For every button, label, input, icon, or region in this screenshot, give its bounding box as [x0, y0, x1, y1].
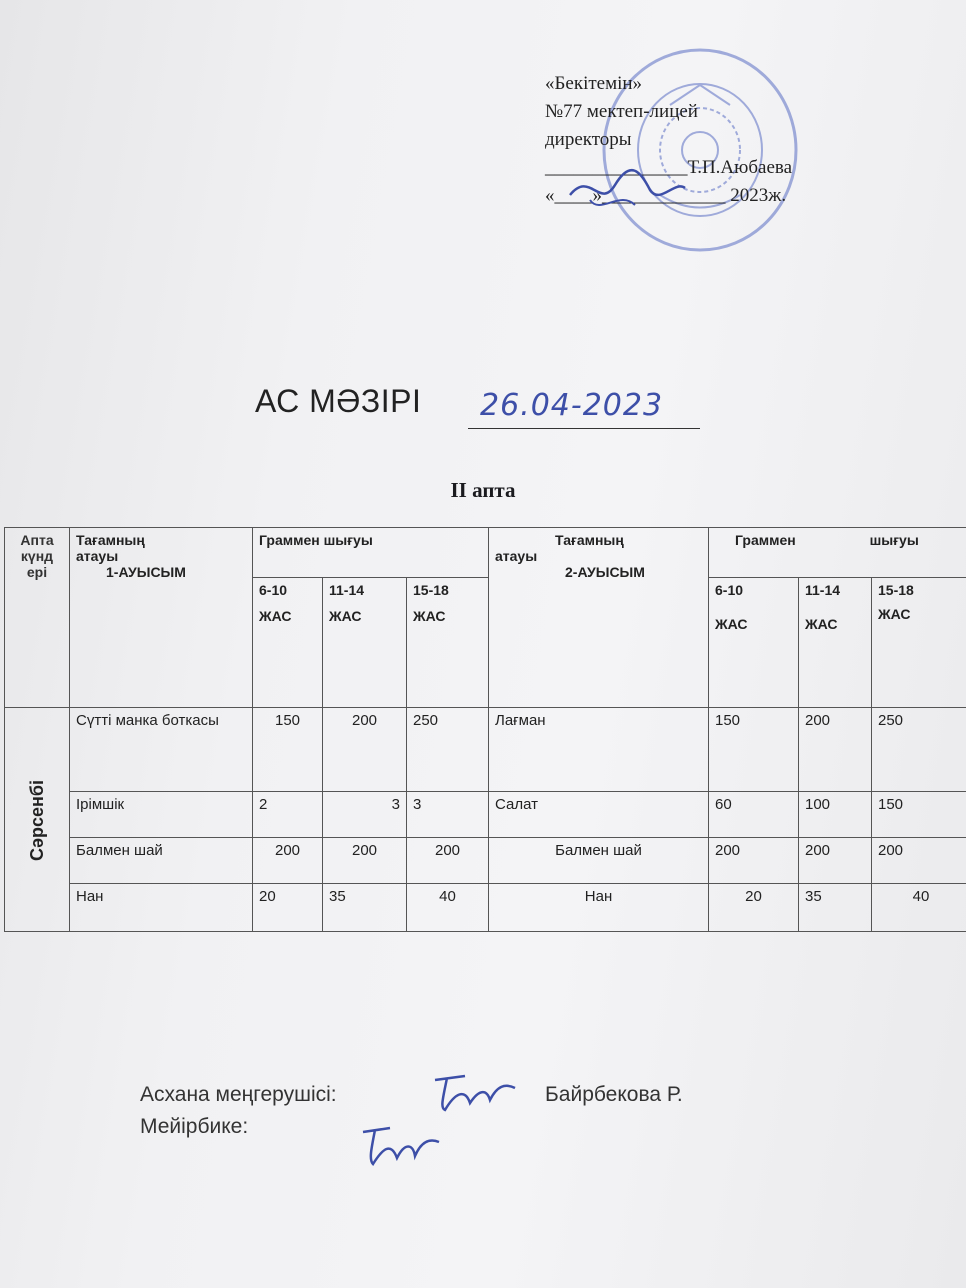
- value-cell: 35: [323, 884, 407, 932]
- value-cell: 150: [253, 708, 323, 792]
- value-cell: 200: [799, 838, 872, 884]
- approval-line-1: «Бекітемін»: [545, 73, 643, 94]
- table-row: [5, 792, 966, 838]
- page-title: АС МӘЗІРІ: [255, 383, 422, 419]
- handwritten-date: 26.04-2023: [480, 388, 664, 423]
- header-age-6-10-s2: 6-10 ЖАС: [709, 578, 799, 708]
- value-cell: 2: [253, 792, 323, 838]
- value-cell: 150: [709, 708, 799, 792]
- dish-cell: Балмен шай: [489, 838, 709, 884]
- dish-cell: Нан: [489, 884, 709, 932]
- header-age-11-14-s1: 11-14 ЖАС: [323, 578, 407, 708]
- manager-signature-icon: [425, 1068, 525, 1118]
- dish-cell: Нан: [70, 884, 253, 932]
- header-dish-shift2: Тағамның атауы 2-АУЫСЫМ: [489, 528, 709, 708]
- value-cell: 40: [407, 884, 489, 932]
- dish-cell: Лағман: [489, 708, 709, 792]
- value-cell: 35: [799, 884, 872, 932]
- table-row: [5, 884, 966, 932]
- value-cell: 200: [709, 838, 799, 884]
- value-cell: 250: [407, 708, 489, 792]
- dish-cell: Салат: [489, 792, 709, 838]
- dish-cell: Сүтті манка боткасы: [70, 708, 253, 792]
- value-cell: 200: [872, 838, 966, 884]
- value-cell: 20: [709, 884, 799, 932]
- value-cell: 60: [709, 792, 799, 838]
- table-row: [5, 708, 966, 792]
- date-underline: [468, 428, 700, 429]
- header-grams-shift2: Граммен шығуы: [709, 528, 966, 578]
- value-cell: 150: [872, 792, 966, 838]
- header-age-15-18-s2: 15-18 ЖАС: [872, 578, 966, 708]
- approval-line-2: №77 мектеп-лицей: [545, 101, 698, 122]
- value-cell: 40: [872, 884, 966, 932]
- value-cell: 200: [407, 838, 489, 884]
- value-cell: 200: [799, 708, 872, 792]
- value-cell: 100: [799, 792, 872, 838]
- value-cell: 3: [407, 792, 489, 838]
- approval-line-4: _______________Т.П.Аюбаева: [545, 157, 793, 178]
- table-row: [5, 838, 966, 884]
- dish-cell: Ірімшік: [70, 792, 253, 838]
- header-age-15-18-s1: 15-18 ЖАС: [407, 578, 489, 708]
- value-cell: 200: [323, 838, 407, 884]
- header-age-11-14-s2: 11-14 ЖАС: [799, 578, 872, 708]
- header-age-6-10-s1: 6-10 ЖАС: [253, 578, 323, 708]
- director-signature-icon: [560, 160, 690, 220]
- value-cell: 200: [323, 708, 407, 792]
- approval-line-5: «____»_____________ 2023ж.: [545, 185, 787, 206]
- nurse-label: Мейірбике:: [140, 1115, 249, 1138]
- manager-name: Байрбекова Р.: [545, 1083, 683, 1106]
- value-cell: 200: [253, 838, 323, 884]
- approval-line-3: директоры: [545, 129, 632, 150]
- value-cell: 20: [253, 884, 323, 932]
- manager-label: Асхана меңгерушісі:: [140, 1083, 337, 1106]
- weekday-cell: Сәрсенбі: [5, 708, 70, 932]
- nurse-signature-icon: [355, 1120, 445, 1170]
- menu-table: [4, 527, 966, 932]
- value-cell: 3: [323, 792, 407, 838]
- header-dish-shift1: Тағамның атауы 1-АУЫСЫМ: [70, 528, 253, 708]
- header-grams-shift1: Граммен шығуы: [253, 528, 489, 578]
- value-cell: 250: [872, 708, 966, 792]
- week-label: II апта: [450, 478, 516, 502]
- header-weekday: Апта күнд ері: [5, 528, 70, 708]
- dish-cell: Балмен шай: [70, 838, 253, 884]
